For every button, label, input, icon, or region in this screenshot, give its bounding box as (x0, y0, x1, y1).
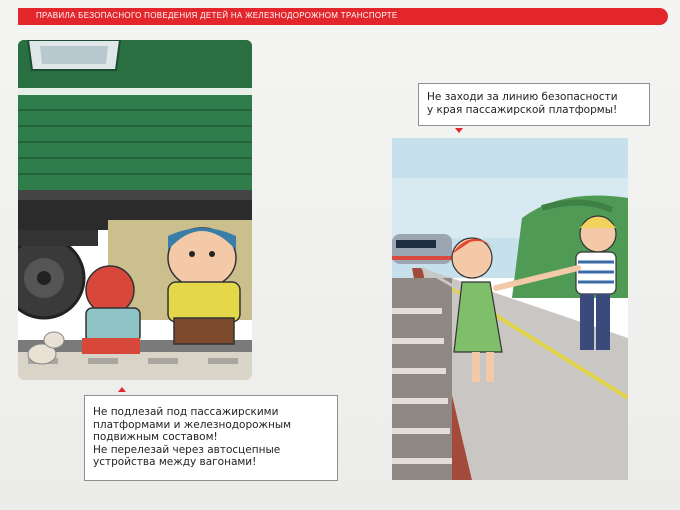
caption-line: Не перелезай через автосцепные (93, 443, 281, 456)
illustration-platform-edge (392, 138, 628, 480)
caption-line: Не подлезай под пассажирскими (93, 406, 279, 418)
caption-line: у края пассажирской платформы! (427, 103, 618, 116)
caption-line: Не заходи за линию безопасности (427, 91, 618, 103)
caption-safety-line (418, 83, 650, 126)
caption-under-train (84, 395, 338, 481)
caption-pointer-left (118, 387, 126, 392)
illustration-children-under-train (18, 40, 252, 380)
header-title: ПРАВИЛА БЕЗОПАСНОГО ПОВЕДЕНИЯ ДЕТЕЙ НА ЖЕЛЕЗНОДОРОЖНОМ ТРАНСПОРТЕ (36, 11, 398, 20)
caption-line: подвижным составом! (93, 431, 218, 443)
illustration-left-svg (18, 40, 252, 380)
caption-pointer-right (455, 128, 463, 133)
caption-line: устройства между вагонами! (93, 456, 257, 468)
illustration-right-svg (392, 138, 628, 480)
caption-line: платформами и железнодорожным (93, 418, 292, 431)
